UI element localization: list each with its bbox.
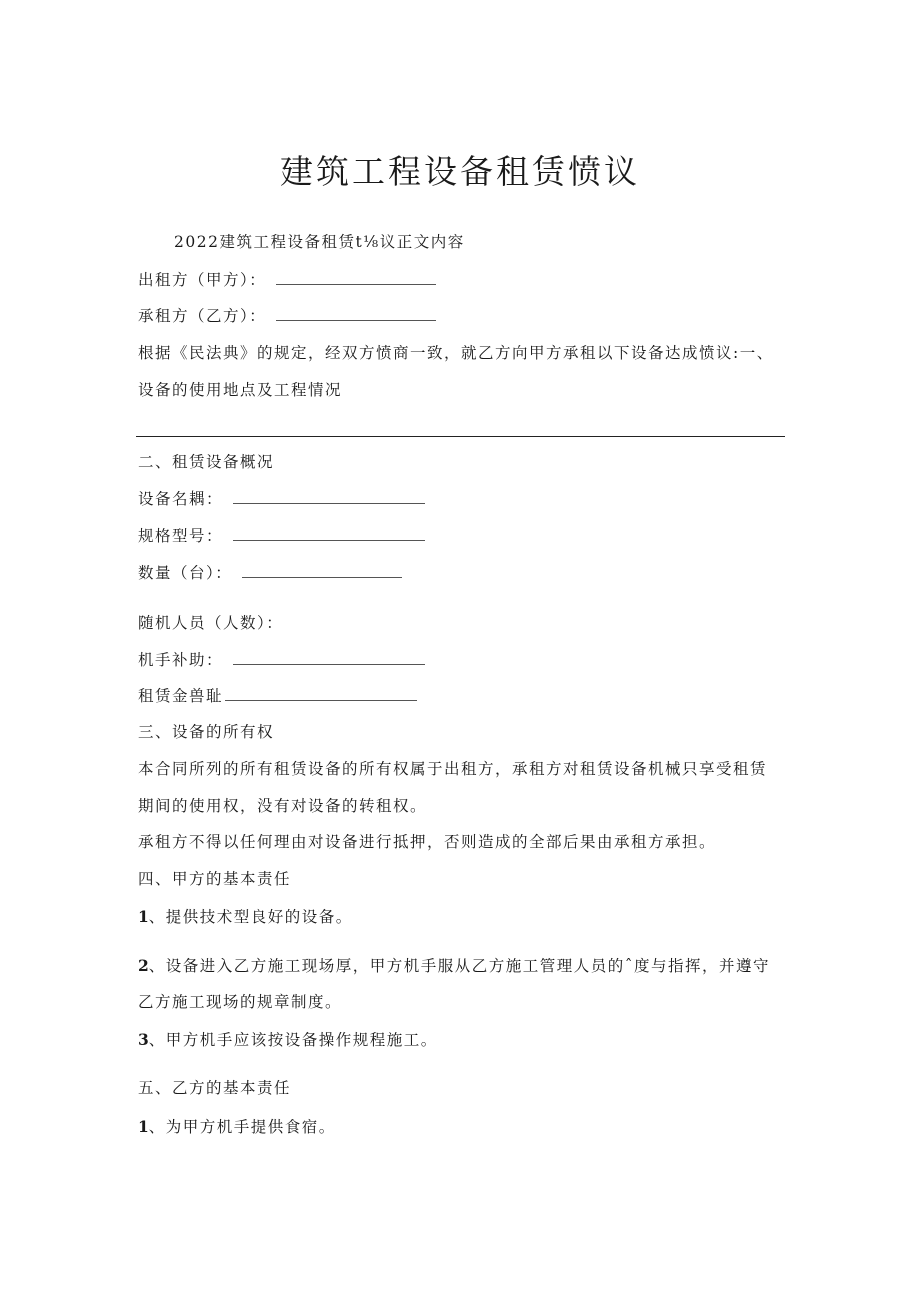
item-number: 1 [138, 907, 149, 926]
section-4-item-2 [138, 956, 770, 976]
spec-blank [233, 526, 425, 541]
item-number: 3 [138, 1030, 149, 1049]
section-4-heading: 四、甲方的基本责任 [138, 870, 292, 888]
section-4-item-3 [138, 1030, 438, 1050]
intro-line-1: 根据《民法典》的规定，经双方愤商一致，就乙方向甲方承租以下设备达成愤议:一、 [138, 344, 774, 362]
section-3-para-1-line-1: 本合同所列的所有租赁设备的所有权属于出租方，承租方对租赁设备机械只享受租赁 [138, 760, 768, 778]
lessor-line [138, 270, 436, 290]
staff-line: 随机人员（人数）： [138, 614, 284, 632]
section-4-item-1 [138, 907, 353, 927]
section-3-para-2: 承租方不得以任何理由对设备进行抵押，否则造成的全部后果由承租方承担。 [138, 833, 717, 851]
rent-line [138, 686, 417, 706]
lessee-label: 承租方（乙方）： [138, 307, 267, 325]
allowance-label: 机手补助： [138, 651, 224, 669]
spec-line [138, 526, 425, 546]
section-3-para-1-line-2: 期间的使用权，没有对设备的转租权。 [138, 797, 428, 815]
allowance-line [138, 650, 425, 670]
device-name-blank [233, 489, 425, 504]
allowance-blank [233, 650, 425, 665]
spec-label: 规格型号： [138, 527, 224, 545]
section-2-heading: 二、租赁设备概况 [138, 453, 275, 471]
section-4-item-2-line-2: 乙方施工现场的规章制度。 [138, 993, 343, 1011]
item-text: 、设备进入乙方施工现场厚，甲方机手服从乙方施工管理人员的ˆ度与指挥，并遵守 [148, 957, 771, 975]
rent-label: 租赁金兽耻 [138, 687, 224, 705]
lessee-line [138, 306, 436, 326]
quantity-label: 数量（台）： [138, 564, 233, 582]
intro-line-2: 设备的使用地点及工程情况 [138, 381, 343, 399]
lessor-label: 出租方（甲方）： [138, 271, 267, 289]
item-number: 2 [138, 956, 149, 975]
quantity-blank [242, 563, 402, 578]
item-text: 、甲方机手应该按设备操作规程施工。 [148, 1031, 438, 1049]
rent-blank [225, 686, 417, 701]
lessor-blank [276, 270, 436, 285]
document-title: 建筑工程设备租赁愤议 [280, 152, 640, 191]
device-name-line [138, 489, 425, 509]
subtitle: 2022建筑工程设备租赁t⅛议正文内容 [174, 233, 465, 251]
device-name-label: 设备名耦： [138, 490, 224, 508]
lessee-blank [276, 306, 436, 321]
item-number: 1 [138, 1117, 149, 1136]
section-5-item-1 [138, 1117, 336, 1137]
quantity-line [138, 563, 402, 583]
section-5-heading: 五、乙方的基本责任 [138, 1079, 292, 1097]
section-3-heading: 三、设备的所有权 [138, 723, 275, 741]
fill-in-rule [136, 436, 785, 437]
item-text: 、为甲方机手提供食宿。 [148, 1118, 336, 1136]
item-text: 、提供技术型良好的设备。 [148, 908, 353, 926]
